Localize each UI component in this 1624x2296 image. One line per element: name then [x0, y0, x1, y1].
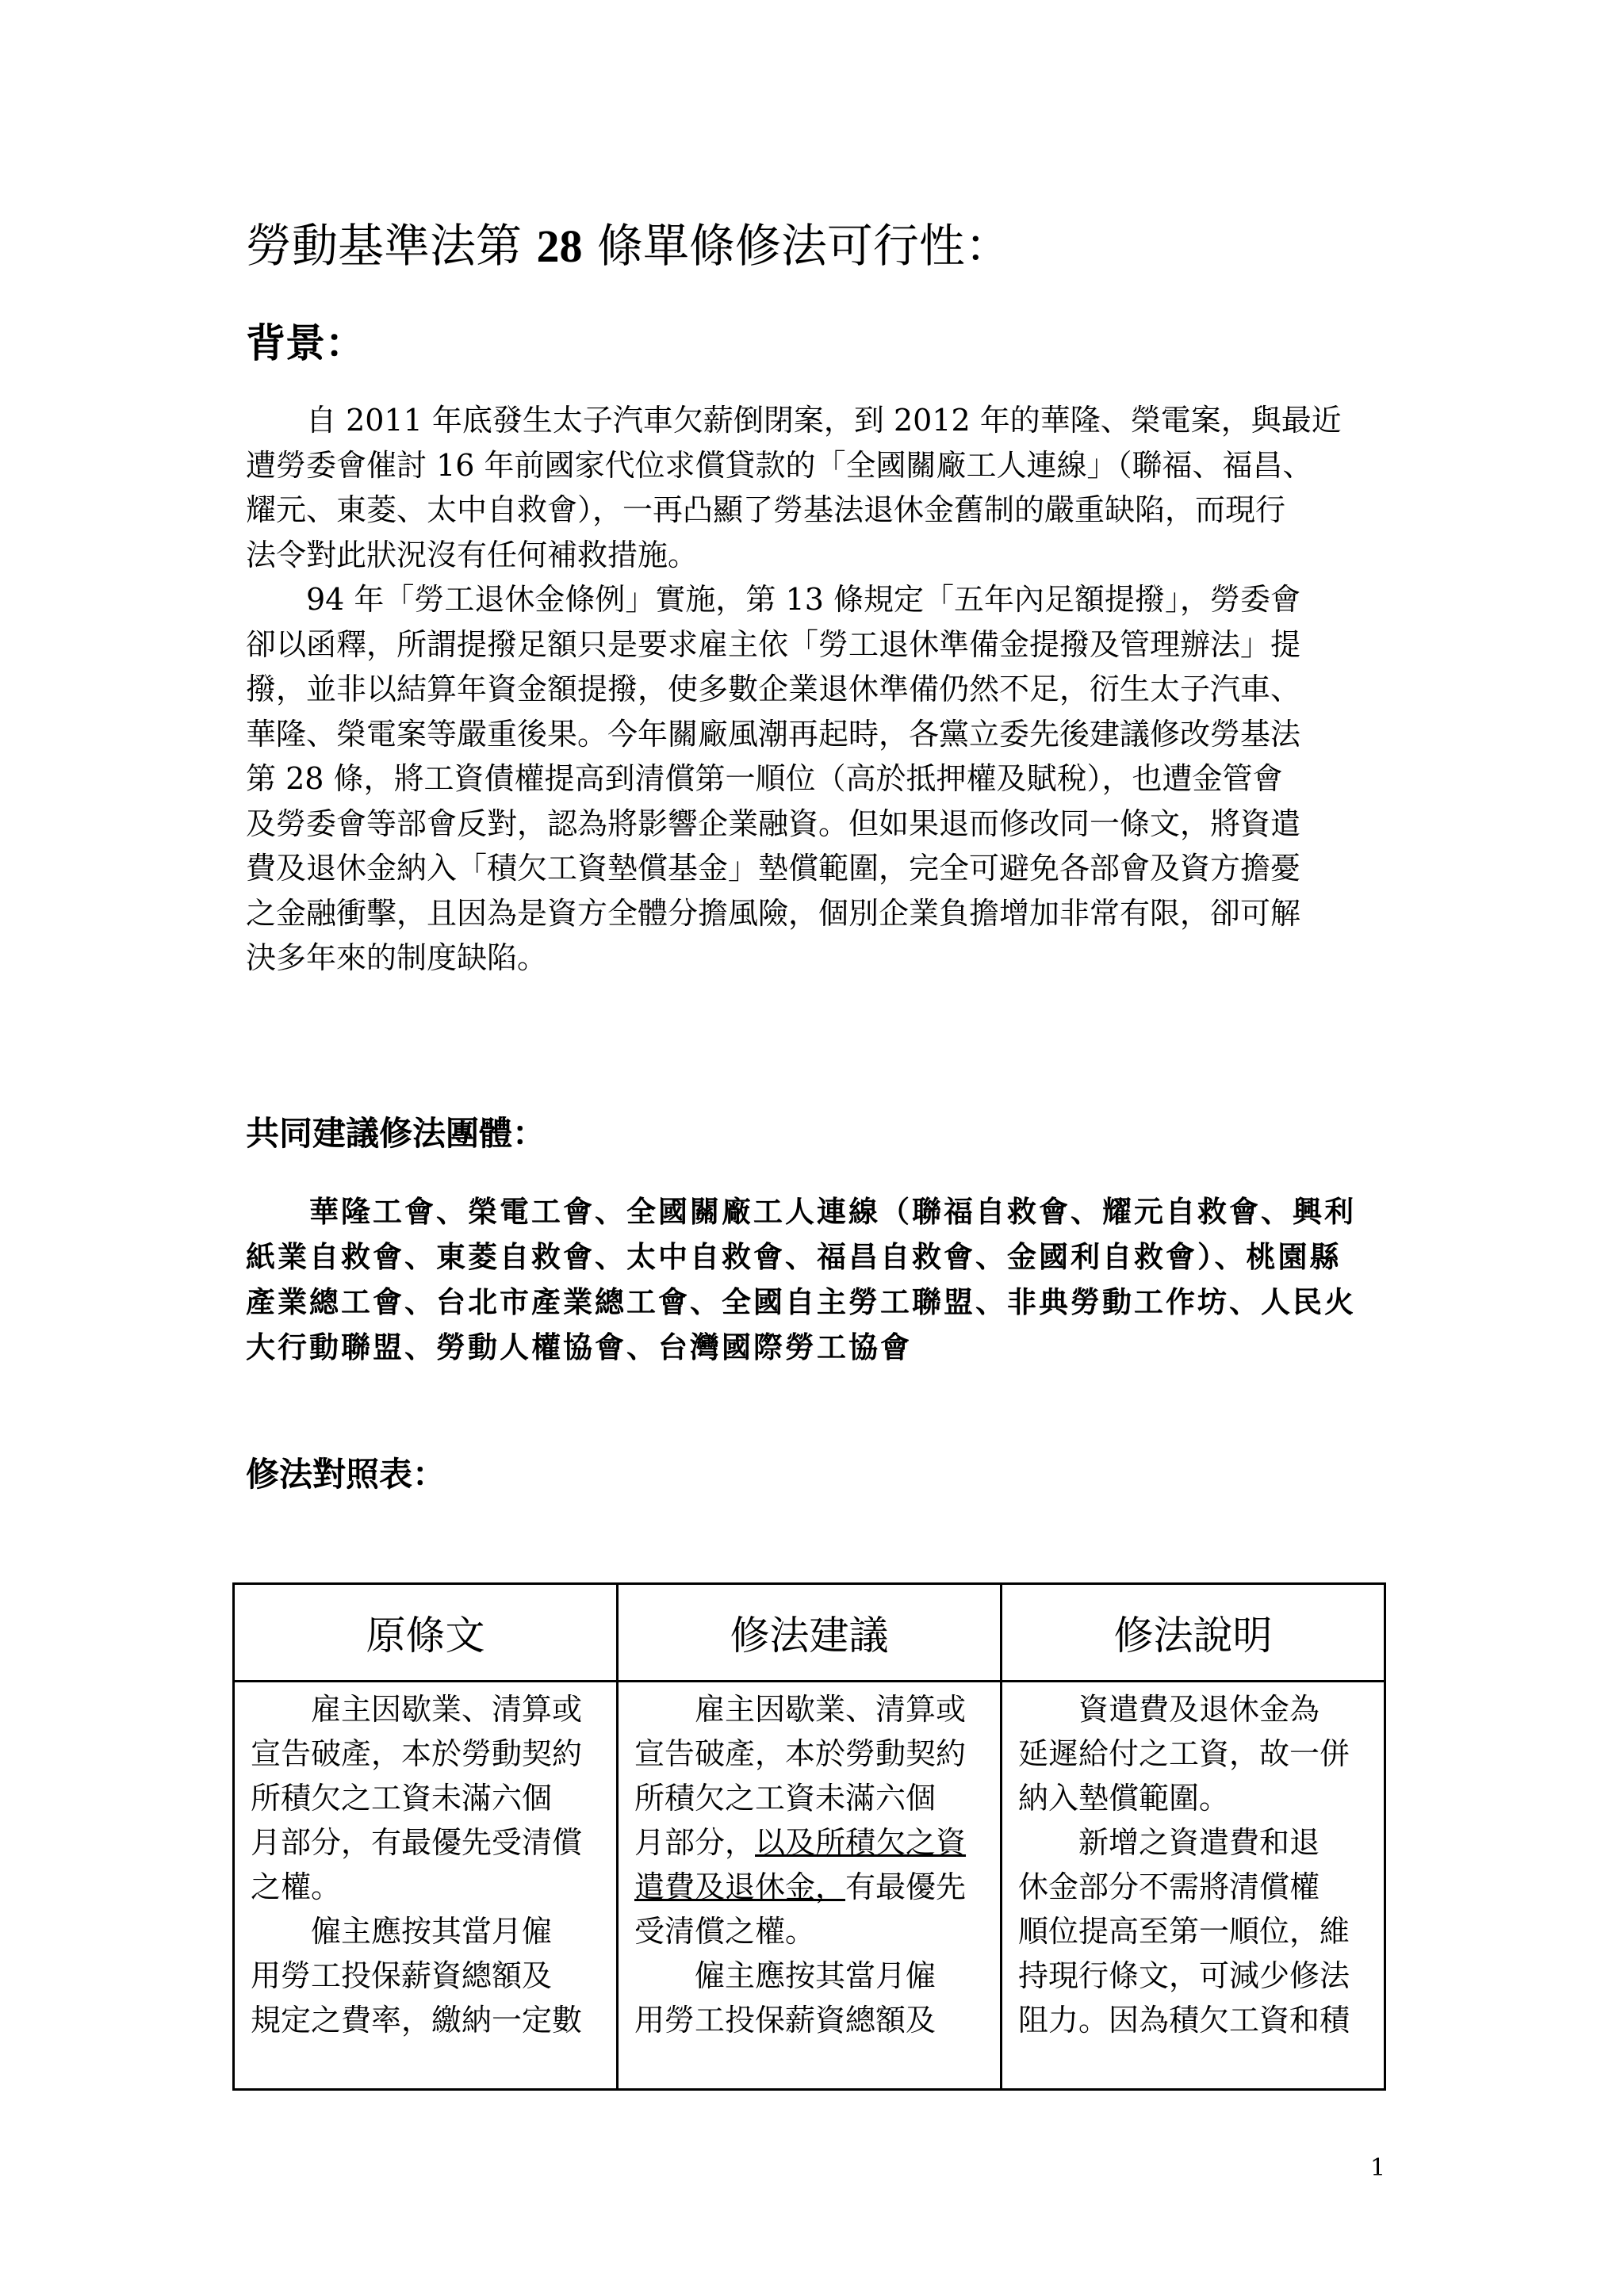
text-line [634, 1865, 990, 1909]
text-line: 產業總工會、台北市產業總工會、全國自主勞工聯盟、非典勞動工作坊、人民火 [246, 1285, 1356, 1319]
groups-list [246, 1189, 1388, 1370]
text-line: 所積欠之工資未滿六個 [634, 1781, 936, 1816]
text-line: 用勞工投保薪資總額及 [251, 1958, 553, 1993]
text-line: 月部分，有最優先受清償 [251, 1825, 583, 1860]
text-line: 休金部分不需將清償權 [1018, 1869, 1320, 1904]
header-original-text: 原條文 [234, 1584, 618, 1682]
plain-text: 有最優先 [845, 1869, 967, 1904]
text-line: 僱主應按其當月僱 [634, 1958, 936, 1993]
text-line: 卻以函釋，所謂提撥足額只是要求雇主依「勞工退休準備金提撥及管理辦法」提 [246, 626, 1301, 662]
text-line: 雇主因歇業、清算或 [634, 1692, 967, 1727]
background-paragraph-2 [246, 577, 1388, 981]
amendment-explanation-cell [1002, 1682, 1385, 2090]
text-line: 法令對此狀況沒有任何補救措施。 [246, 537, 699, 572]
background-paragraph-1 [246, 398, 1388, 577]
underlined-amendment-text: 以及所積欠之資 [755, 1825, 967, 1860]
text-line: 費及退休金納入「積欠工資墊償基金」墊償範圍，完全可避免各部會及資方擔憂 [246, 851, 1301, 886]
text-line: 阻力。因為積欠工資和積 [1018, 2003, 1350, 2038]
table-header-row [234, 1584, 1385, 1682]
background-heading: 背景： [246, 320, 365, 366]
header-amendment-proposal: 修法建議 [618, 1584, 1002, 1682]
comparison-table [232, 1582, 1386, 2091]
page-number: 1 [1370, 2154, 1386, 2182]
text-line: 僱主應按其當月僱 [251, 1914, 553, 1949]
text-line: 新增之資遣費和退 [1018, 1825, 1320, 1860]
text-line: 所積欠之工資未滿六個 [251, 1781, 553, 1816]
text-line: 及勞委會等部會反對，認為將影響企業融資。但如果退而修改同一條文，將資遣 [246, 806, 1301, 841]
title-article-number: 28 [536, 220, 583, 272]
document-title [246, 214, 1404, 278]
text-line: 順位提高至第一順位，維 [1018, 1914, 1350, 1949]
text-line: 資遣費及退休金為 [1018, 1692, 1320, 1727]
text-line: 之權。 [251, 1869, 342, 1904]
text-line: 持現行條文，可減少修法 [1018, 1958, 1350, 1993]
title-prefix: 勞動基準法第 [246, 219, 537, 273]
text-line: 延遲給付之工資，故一併 [1018, 1736, 1350, 1771]
text-line: 大行動聯盟、勞動人權協會、台灣國際勞工協會 [246, 1330, 912, 1364]
text-line: 雇主因歇業、清算或 [251, 1692, 583, 1727]
text-line: 用勞工投保薪資總額及 [634, 2003, 936, 2038]
text-line: 自 2011 年底發生太子汽車欠薪倒閉案，到 2012 年的華隆、榮電案，與最近 [246, 403, 1342, 438]
text-line: 耀元、東菱、太中自救會），一再凸顯了勞基法退休金舊制的嚴重缺陷，而現行 [246, 492, 1286, 527]
header-amendment-explanation: 修法說明 [1002, 1584, 1385, 1682]
text-line: 撥，並非以結算年資金額提撥，使多數企業退休準備仍然不足，衍生太子汽車、 [246, 672, 1301, 706]
underlined-amendment-text: 遣費及退休金， [634, 1869, 846, 1904]
table-heading: 修法對照表： [246, 1455, 446, 1494]
plain-text: 月部分， [634, 1825, 756, 1860]
text-line: 決多年來的制度缺陷。 [246, 940, 548, 975]
text-line [634, 1820, 990, 1865]
title-suffix: 條單條修法可行性： [582, 219, 1011, 273]
text-line: 納入墊償範圍。 [1018, 1781, 1230, 1816]
text-line: 之金融衝擊，且因為是資方全體分擔風險，個別企業負擔增加非常有限，卻可解 [246, 895, 1301, 931]
table-row [234, 1682, 1385, 2090]
text-line: 宣告破產，本於勞動契約 [251, 1736, 583, 1771]
text-line: 遭勞委會催討 16 年前國家代位求償貸款的「全國關廠工人連線」（聯福、福昌、 [246, 447, 1313, 483]
text-line: 華隆工會、榮電工會、全國關廠工人連線（聯福自救會、耀元自救會、興利 [246, 1195, 1356, 1229]
text-line: 94 年「勞工退休金條例」實施，第 13 條規定「五年內足額提撥」，勞委會 [246, 582, 1300, 617]
original-text-cell [234, 1682, 618, 2090]
text-line: 宣告破產，本於勞動契約 [634, 1736, 967, 1771]
groups-heading: 共同建議修法團體： [246, 1114, 546, 1153]
amendment-proposal-cell [618, 1682, 1002, 2090]
text-line: 紙業自救會、東菱自救會、太中自救會、福昌自救會、金國利自救會）、桃園縣 [246, 1240, 1342, 1274]
text-line: 第 28 條，將工資債權提高到清償第一順位（高於抵押權及賦稅），也遭金管會 [246, 761, 1283, 796]
text-line: 規定之費率，繳納一定數 [251, 2003, 583, 2038]
text-line: 華隆、榮電案等嚴重後果。今年關廠風潮再起時，各黨立委先後建議修改勞基法 [246, 716, 1301, 752]
text-line: 受清償之權。 [634, 1914, 816, 1949]
